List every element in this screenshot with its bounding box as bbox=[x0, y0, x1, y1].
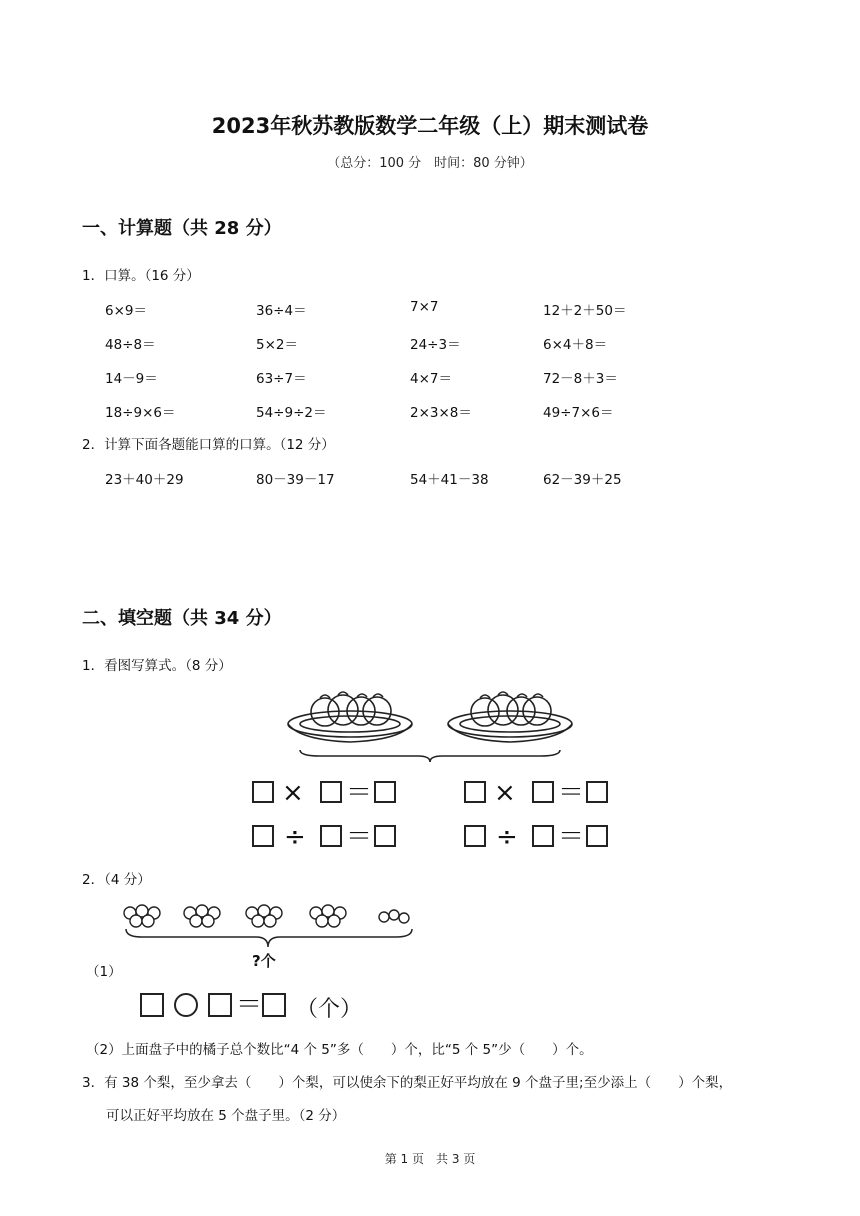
equals-sign: ＝ bbox=[346, 778, 373, 808]
oral-item: 12＋2＋50＝ bbox=[543, 303, 627, 319]
equals-sign: ＝ bbox=[558, 778, 585, 808]
oral-item: 24÷3＝ bbox=[410, 337, 461, 353]
page-footer: 第 1 页 共 3 页 bbox=[384, 1152, 476, 1166]
answer-box[interactable] bbox=[140, 993, 164, 1017]
section-heading-calculation: 一、计算题（共 28 分） bbox=[82, 218, 282, 239]
question-2-label: 2．（4 分） bbox=[82, 872, 151, 888]
oral-item: 5×2＝ bbox=[256, 337, 298, 353]
oral-item: 63÷7＝ bbox=[256, 371, 307, 387]
oral-item: 54÷9÷2＝ bbox=[256, 405, 327, 421]
page-title: 2023年秋苏教版数学二年级（上）期末测试卷 bbox=[211, 114, 649, 138]
oral-item: 6×4＋8＝ bbox=[543, 337, 608, 353]
exam-info: （总分：100 分 时间：80 分钟） bbox=[327, 156, 533, 171]
answer-box[interactable] bbox=[252, 781, 274, 803]
question-3-text: 3．有 38 个梨，至少拿去（ ）个梨，可以使余下的梨正好平均放在 9 个盘子里;至少添上（ ）个梨， bbox=[82, 1075, 733, 1091]
answer-box[interactable] bbox=[320, 825, 342, 847]
calc-item: 62－39＋25 bbox=[543, 472, 622, 488]
oral-item: 72－8＋3＝ bbox=[543, 371, 618, 387]
answer-box[interactable] bbox=[262, 993, 286, 1017]
total-count-label: ?个 bbox=[252, 952, 276, 970]
operator-circle[interactable] bbox=[174, 993, 198, 1017]
section-heading-fill-blank: 二、填空题（共 34 分） bbox=[82, 608, 282, 629]
answer-box[interactable] bbox=[464, 781, 486, 803]
question-3-text-cont: 可以正好平均放在 5 个盘子里。（2 分） bbox=[106, 1108, 346, 1124]
oral-item: 6×9＝ bbox=[105, 303, 147, 319]
answer-box[interactable] bbox=[320, 781, 342, 803]
calc-item: 23＋40＋29 bbox=[105, 472, 184, 488]
oral-item: 48÷8＝ bbox=[105, 337, 156, 353]
part-1-label: （1） bbox=[86, 964, 122, 980]
part-2-text: （2）上面盘子中的橘子总个数比“4 个 5”多（ ）个，比“5 个 5”少（ ）个。 bbox=[86, 1042, 593, 1058]
answer-box[interactable] bbox=[586, 825, 608, 847]
unit-label: （个） bbox=[296, 997, 363, 1022]
oral-item: 4×7＝ bbox=[410, 371, 452, 387]
calc-item: 80－39－17 bbox=[256, 472, 335, 488]
divide-sign: ÷ bbox=[284, 822, 306, 852]
answer-box[interactable] bbox=[464, 825, 486, 847]
answer-box[interactable] bbox=[532, 825, 554, 847]
multiply-sign: × bbox=[282, 778, 304, 808]
equals-sign: ＝ bbox=[346, 822, 373, 852]
oral-item: 49÷7×6＝ bbox=[543, 405, 614, 421]
question-1-label: 1．口算。（16 分） bbox=[82, 268, 200, 284]
multiply-sign: × bbox=[494, 778, 516, 808]
answer-box[interactable] bbox=[586, 781, 608, 803]
answer-box[interactable] bbox=[374, 825, 396, 847]
question-1-label: 1．看图写算式。（8 分） bbox=[82, 658, 232, 674]
equals-sign: ＝ bbox=[236, 990, 263, 1020]
divide-sign: ÷ bbox=[496, 822, 518, 852]
question-2-label: 2．计算下面各题能口算的口算。（12 分） bbox=[82, 437, 335, 453]
oral-item: 14－9＝ bbox=[105, 371, 158, 387]
oral-item: 2×3×8＝ bbox=[410, 405, 472, 421]
answer-box[interactable] bbox=[532, 781, 554, 803]
answer-box[interactable] bbox=[208, 993, 232, 1017]
oral-item: 18÷9×6＝ bbox=[105, 405, 176, 421]
calc-item: 54＋41－38 bbox=[410, 472, 489, 488]
oral-item: 36÷4＝ bbox=[256, 303, 307, 319]
answer-box[interactable] bbox=[252, 825, 274, 847]
peach-plates-illustration bbox=[280, 680, 580, 764]
answer-box[interactable] bbox=[374, 781, 396, 803]
equals-sign: ＝ bbox=[558, 822, 585, 852]
orange-groups-illustration bbox=[118, 895, 423, 950]
oral-item: 7×7 bbox=[410, 299, 439, 315]
